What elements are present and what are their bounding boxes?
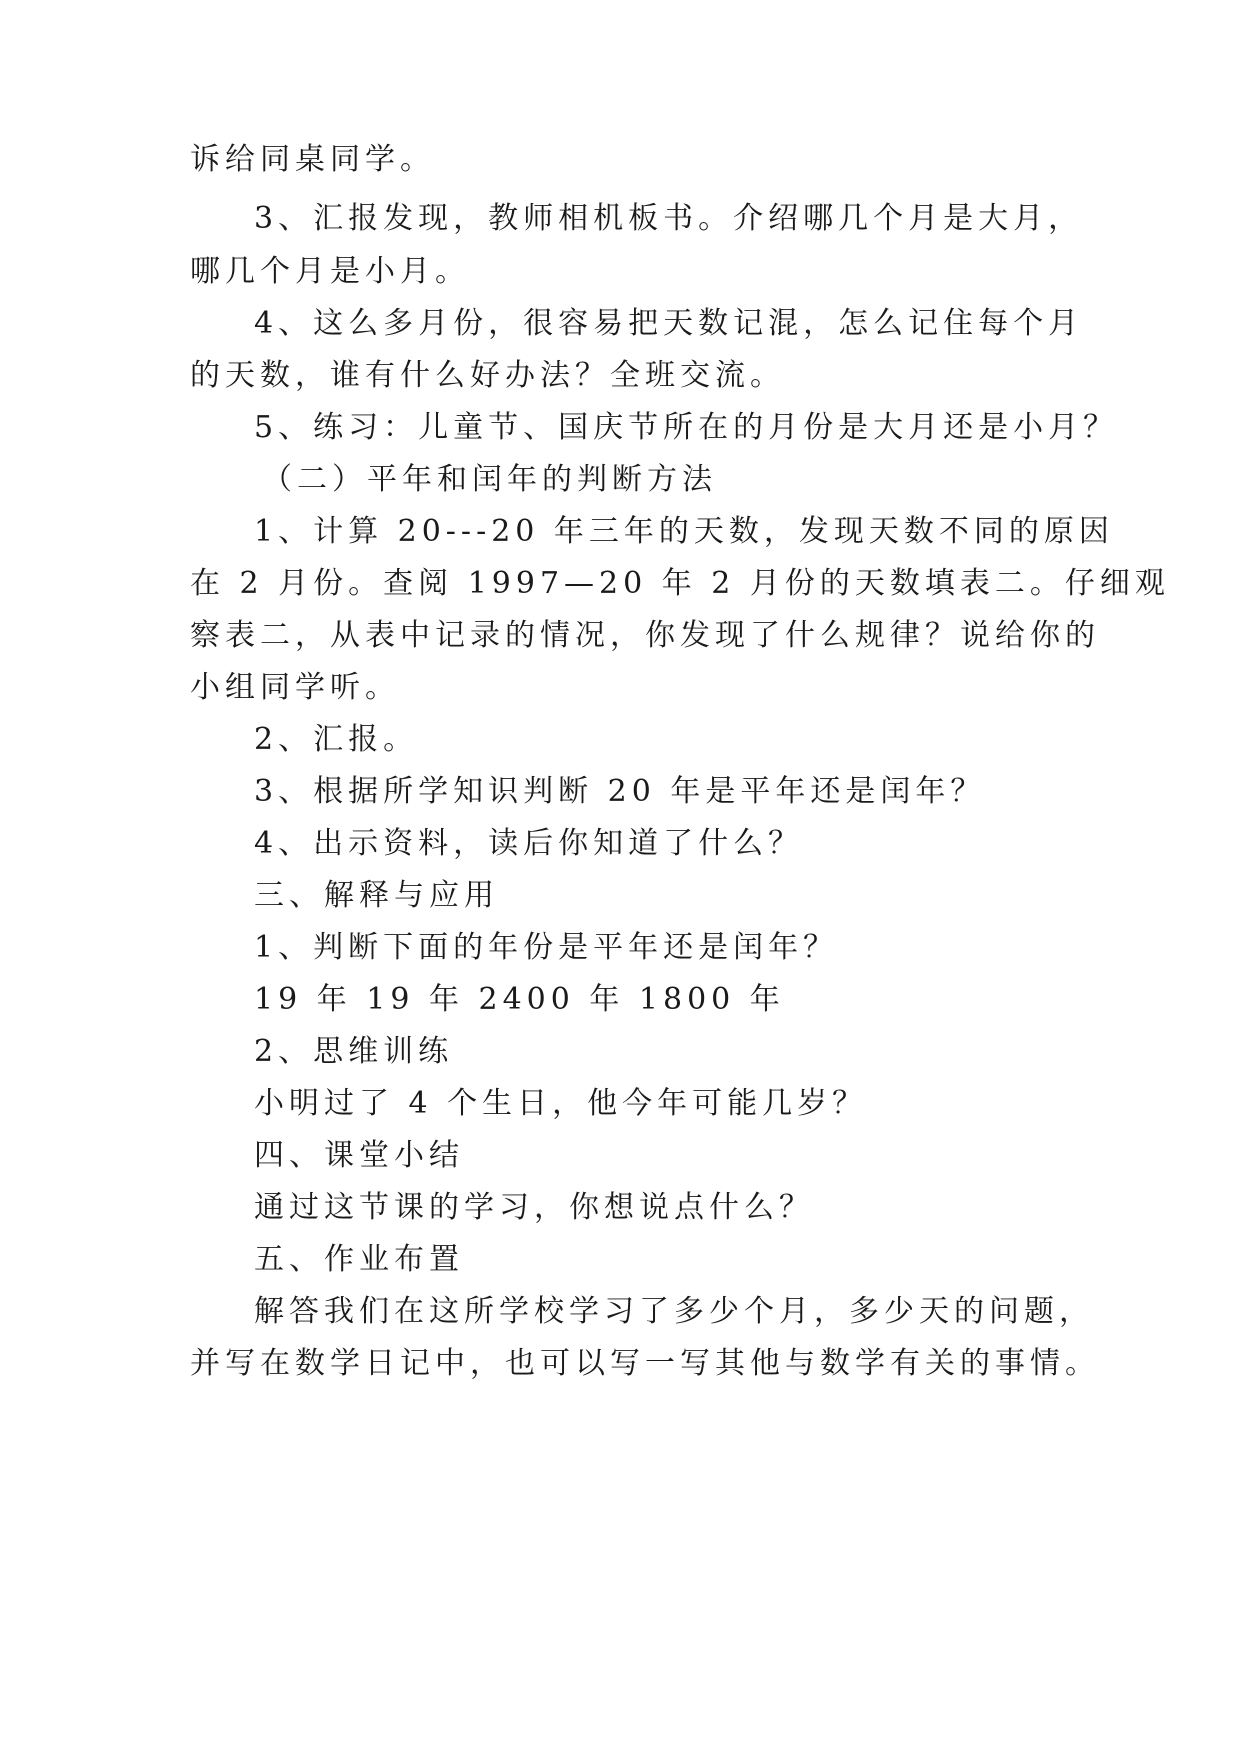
text-line: 诉给同桌同学。 (190, 142, 435, 177)
text-line: 2、思维训练 (254, 1034, 454, 1069)
text-line: 3、根据所学知识判断 20 年是平年还是闰年？ (254, 774, 986, 809)
text-line: 并写在数学日记中，也可以写一写其他与数学有关的事情。 (190, 1346, 1100, 1381)
text-line: 小明过了 4 个生日，他今年可能几岁？ (254, 1086, 868, 1121)
text-line: 4、这么多月份，很容易把天数记混，怎么记住每个月 (254, 306, 1084, 341)
text-line: 小组同学听。 (190, 670, 400, 705)
text-line: 的天数，谁有什么好办法？全班交流。 (190, 358, 785, 393)
text-line: 3、汇报发现，教师相机板书。介绍哪几个月是大月， (254, 201, 1084, 236)
text-line: 在 2 月份。查阅 1997—20 年 2 月份的天数填表二。仔细观 (190, 566, 1170, 601)
text-line: 察表二，从表中记录的情况，你发现了什么规律？说给你的 (190, 618, 1100, 653)
text-line: 通过这节课的学习，你想说点什么？ (254, 1190, 814, 1225)
section-heading: （二）平年和闰年的判断方法 (262, 462, 717, 497)
text-line: 1、判断下面的年份是平年还是闰年？ (254, 930, 839, 965)
text-line: 哪几个月是小月。 (190, 254, 470, 289)
text-line: 19 年 19 年 2400 年 1800 年 (254, 982, 785, 1017)
text-line: 5、练习：儿童节、国庆节所在的月份是大月还是小月？ (254, 410, 1119, 445)
text-line: 4、出示资料，读后你知道了什么？ (254, 826, 804, 861)
text-line: 1、计算 20---20 年三年的天数，发现天数不同的原因 (254, 514, 1114, 549)
text-line: 2、汇报。 (254, 722, 419, 757)
section-heading: 五、作业布置 (254, 1242, 464, 1277)
section-heading: 四、课堂小结 (254, 1138, 464, 1173)
text-line: 解答我们在这所学校学习了多少个月，多少天的问题， (254, 1294, 1094, 1329)
section-heading: 三、解释与应用 (254, 878, 499, 913)
